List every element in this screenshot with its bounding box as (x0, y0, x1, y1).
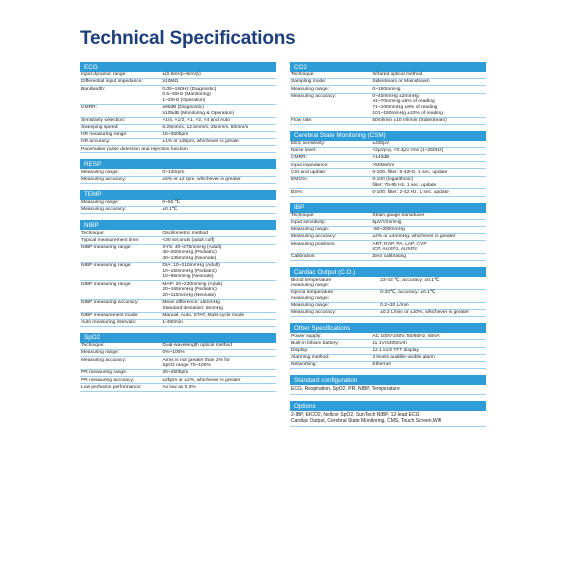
left-column (80, 62, 276, 398)
section-options (290, 401, 486, 427)
spec-label: Noise level: (291, 148, 317, 154)
section-header-ibp: IBP (290, 203, 486, 213)
spec-label: Pacemaker pulse detection and rejection function (81, 146, 188, 152)
spec-label: PR measuring accuracy: (81, 377, 135, 383)
section-header-spo2: SpO2 (80, 333, 276, 343)
spec-value: Infrared optical method (372, 72, 423, 78)
spec-value: ×1/4, ×1/2, ×1, ×2, ×4 and Auto (162, 117, 230, 123)
spec-label: Measuring range: (81, 169, 120, 175)
spec-row (80, 118, 276, 125)
section-csm (290, 131, 486, 197)
spec-label: Sweeping speed: (81, 125, 119, 131)
spec-row (80, 237, 276, 244)
spec-row (80, 86, 276, 104)
spec-row (80, 350, 276, 357)
spec-value: SYS: 40~275mmHg (Adult) 40~200mmHg (Pediatric) 40~135mmHg (Neonate) (162, 244, 222, 262)
spec-row (290, 86, 486, 93)
spec-value: 0.2~20 L/min (380, 303, 409, 309)
spec-value: 0~40mmHg ±2mmHg 41~70mmHg ±5% of reading 71~100mmHg ±8% of reading 101~150mmHg ±10% of reading (372, 93, 443, 116)
spec-value: 11.1V/4400mAh (372, 340, 408, 346)
spec-label: Power supply: (291, 333, 322, 339)
spec-value: 1-480min (162, 319, 183, 325)
section-header-csm: Cerebral State Monitoring (CSM) (290, 131, 486, 141)
section-spo2 (80, 333, 276, 392)
spec-row (80, 207, 276, 214)
spec-rows (80, 200, 276, 214)
spec-value: Mean difference: ±5mmHg Standard deviation: 8mmHg (162, 300, 223, 311)
spec-value: 0-20℃, accuracy: ±0.1℃ (380, 290, 436, 296)
spec-label: Technique: (291, 212, 315, 218)
spec-label: Input sensitivity: (291, 220, 326, 226)
section-standard (290, 375, 486, 395)
spec-row (80, 245, 276, 263)
spec-row (80, 177, 276, 184)
spec-value: Sidestream or Mainstream (372, 79, 430, 85)
spec-value: AC 100V-240V, 50/60Hz, 60VA (372, 333, 440, 339)
spec-row (290, 177, 486, 190)
spec-label: Measuring accuracy: (291, 234, 337, 240)
spec-label: Measuring accuracy: (291, 310, 337, 316)
spec-value: Zero calibrating (372, 254, 407, 260)
spec-row (80, 281, 276, 299)
spec-label: Technique: (81, 230, 105, 236)
spec-value: >50Mohm (372, 162, 395, 168)
spec-row (80, 300, 276, 313)
section-resp (80, 159, 276, 183)
spec-row (80, 200, 276, 207)
spec-label: Measuring range: (81, 200, 120, 206)
spec-value: 0-100 (logarithmic) filter: 75-85 Hz, 1 sec. update (372, 176, 437, 188)
spec-label: Technique: (81, 343, 105, 349)
spec-label: CMRR: (291, 155, 308, 161)
spec-label: HR accuracy: (81, 139, 111, 145)
section-header-resp: RESP (80, 159, 276, 169)
spec-value: Manual, Auto, STAT, Multi-cycle mode (162, 312, 245, 318)
spec-label: NIBP measuring range: (81, 244, 132, 250)
spec-value: ±2bpm or ±2%, whichever is greater (162, 377, 241, 383)
spec-label: Input dynamic range: (81, 72, 127, 78)
spec-value: ±2% or ±4mmHg, whichever is greater (372, 234, 456, 240)
spec-rows (80, 72, 276, 153)
spec-value: 0~120rpm (162, 169, 185, 175)
spec-label: Measuring positions: (291, 241, 336, 247)
spec-value: 23-43 ℃, accuracy: ±0.1℃ (380, 277, 440, 283)
section-header-cardiac-output: Cardiac Output (C.O.) (290, 267, 486, 277)
spec-row (80, 384, 276, 391)
section-ecg (80, 62, 276, 153)
spec-label: Sensitivity selection: (81, 117, 126, 123)
spec-value: -50~300mmHg (372, 227, 405, 233)
spec-row (290, 340, 486, 347)
section-header-temp: TEMP (80, 190, 276, 200)
spec-label: CSI and update: (291, 169, 327, 175)
section-header-co2: CO2 (290, 62, 486, 72)
spec-label: HR measuring range: (81, 132, 128, 138)
spec-rows (290, 277, 486, 317)
spec-row (80, 139, 276, 146)
spec-label: NIBP measurement mode: (81, 312, 139, 318)
spec-label: Bandwidth: (81, 86, 106, 92)
spec-value: 0-100, filter: 2-42 Hz, 1 sec. update (372, 189, 449, 195)
spec-label: NIBP measuring range: (81, 263, 132, 269)
spec-value: ±1% or ±2bpm, whichever is greate (162, 139, 239, 145)
spec-value: 0%~100% (162, 350, 185, 356)
section-ibp (290, 203, 486, 262)
spec-row (290, 277, 486, 290)
spec-value: ART, RAP, PA, LAP, CVP ICP, AUXP1, AUXP2 (372, 241, 427, 253)
section-header-other: Other Specifications (290, 323, 486, 333)
spec-row (290, 220, 486, 227)
spec-label: Measuring range: (291, 227, 330, 233)
spec-row (80, 169, 276, 176)
spec-value: <2μVp-p, <0.4μV rms (1~250Hz) (372, 148, 444, 154)
spec-label: Injecta temperature measuring range: (291, 290, 334, 302)
spec-row (290, 79, 486, 86)
spec-row (80, 146, 276, 153)
spec-value: MAP: 20~230mmHg (Adult) 20~165mmHg (Pediatric) 20~110mmHg (Neonate) (162, 281, 223, 298)
spec-value: <30 seconds (adult cuff) (162, 237, 215, 243)
page-title: Technical Specifications (80, 28, 296, 49)
spec-label: Low perfusion performance: (81, 384, 142, 390)
spec-label: Technique: (291, 72, 315, 78)
spec-row (80, 105, 276, 118)
spec-value: ±(0.5mVp~5mVp) (162, 72, 201, 78)
spec-value: >140dB (372, 155, 390, 161)
spec-label: Sampling mode: (291, 79, 327, 85)
spec-row (290, 189, 486, 196)
spec-value: 0-100, filter: 6-42Hz, 1 sec. update (372, 169, 448, 175)
spec-row (80, 343, 276, 350)
spec-row (80, 377, 276, 384)
spec-label: CMRR: (81, 105, 98, 111)
spec-row (290, 333, 486, 340)
spec-row (290, 118, 486, 125)
spec-label: EEG sensitivity: (291, 141, 326, 147)
spec-label: Measuring accuracy: (81, 357, 127, 363)
section-header-ecg: ECG (80, 62, 276, 72)
spec-label: Networking: (291, 362, 317, 368)
standard-text: ECG, Respiration, SpO2, PR, NIBP, Temperature (290, 385, 486, 395)
spec-label: Measuring range: (81, 350, 120, 356)
spec-label: BS%: (291, 189, 304, 195)
spec-label: Measuring accuracy: (81, 176, 127, 182)
spec-label: Alarming method: (291, 355, 330, 361)
spec-value: 0~150mmHg (372, 86, 401, 92)
spec-label: Display: (291, 347, 309, 353)
spec-value: 5μV/V/mmHg (372, 220, 402, 226)
spec-value: ±400μV (372, 141, 390, 147)
spec-label: Measuring accuracy: (291, 93, 337, 99)
spec-row (290, 155, 486, 162)
spec-value: ±0.1℃ (162, 207, 178, 213)
spec-row (290, 355, 486, 362)
spec-label: Measuring range: (291, 86, 330, 92)
spec-label: Typical measurement time: (81, 237, 140, 243)
spec-rows (80, 343, 276, 392)
spec-label: EMG%: (291, 176, 308, 182)
spec-row (80, 125, 276, 132)
section-cardiac-output (290, 267, 486, 317)
spec-value: Ethernet (372, 362, 391, 368)
spec-value: 50ml/min ±10 ml/min (Sidestream) (372, 117, 447, 123)
section-nibp (80, 220, 276, 327)
spec-row (290, 254, 486, 261)
spec-row (290, 213, 486, 220)
spec-value: 6.25mm/s, 12.5mm/s, 25mm/s, 50mm/s (162, 125, 249, 131)
section-temp (80, 190, 276, 214)
spec-label: Flow rate: (291, 117, 313, 123)
spec-row (290, 162, 486, 169)
spec-label: Calibration: (291, 254, 316, 260)
spec-row (290, 290, 486, 303)
section-header-nibp: NIBP (80, 220, 276, 230)
spec-value: 15~350bpm (162, 132, 189, 138)
spec-value: 12.1 inch TFT display (372, 347, 419, 353)
spec-value: Dual-wavelength optical method (162, 343, 232, 349)
section-header-standard: Standard configuration (290, 375, 486, 385)
spec-rows (80, 230, 276, 327)
spec-row (290, 169, 486, 176)
spec-label: Measuring range: (291, 303, 330, 309)
spec-label: Measuring accuracy: (81, 207, 127, 213)
spec-row (80, 263, 276, 281)
spec-value: Oscillometric method (162, 230, 208, 236)
spec-row (80, 357, 276, 370)
spec-value: ≥10MΩ (162, 79, 179, 85)
spec-rows (290, 141, 486, 197)
spec-row (80, 320, 276, 327)
spec-value: ±5% or ±2 rpm, whichever is greater (162, 176, 241, 182)
spec-row (80, 79, 276, 86)
spec-rows (290, 333, 486, 369)
section-header-options: Options (290, 401, 486, 411)
spec-label: PR measuring range: (81, 370, 128, 376)
spec-label: Input impedance: (291, 162, 329, 168)
spec-label: NIBP measuring range: (81, 281, 132, 287)
spec-row (290, 94, 486, 118)
spec-row (80, 370, 276, 377)
spec-label: Blood temperature measuring range: (291, 277, 332, 289)
spec-rows (80, 169, 276, 183)
spec-row (290, 241, 486, 254)
spec-row (80, 230, 276, 237)
options-text: 2-IBP, EtCO2, Nellcor SpO2, SunTech NIBP, 12-lead ECG Cardiac Output, Cerebral State Monitoring, CMS, Touch Screen,Wifi (290, 411, 486, 427)
spec-value: Arms is not greater than 2% for SpO2 range 70~100% (162, 357, 230, 369)
spec-value: DIA: 10~210mmHg (Adult) 10~150mmHg (Pediatric) 10~95mmHg (Neonate) (162, 263, 220, 280)
spec-value: ≥90dB (Diagnostic) ≥105dB (Monitoring & Operation) (162, 105, 235, 116)
spec-label: Differential input impedance: (81, 79, 143, 85)
spec-value: 0~50 ℃ (162, 200, 181, 206)
spec-row (80, 313, 276, 320)
section-co2 (290, 62, 486, 125)
spec-value: ±0.2 L/min or ±10%, whichever is greater (380, 310, 469, 316)
spec-label: Built-in lithium battery: (291, 340, 340, 346)
spec-row (290, 234, 486, 241)
spec-value: 3 levels audible-visible alarm (372, 355, 435, 361)
right-column (290, 62, 486, 433)
spec-value: Strain gauge transducer (372, 212, 425, 218)
spec-value: 30~250bpm (162, 370, 189, 376)
spec-row (290, 310, 486, 317)
section-other (290, 323, 486, 369)
spec-value: As low as 0.3% (162, 384, 196, 390)
spec-row (290, 141, 486, 148)
spec-rows (290, 72, 486, 125)
spec-row (290, 362, 486, 369)
spec-label: Auto measuring intervals: (81, 319, 137, 325)
spec-row (290, 348, 486, 355)
spec-label: NIBP measuring accuracy: (81, 300, 139, 306)
spec-rows (290, 213, 486, 262)
spec-value: 0.05~150Hz (Diagnostic) 0.5~40Hz (Monitoring) 1~20Hz (Operation) (162, 86, 217, 103)
